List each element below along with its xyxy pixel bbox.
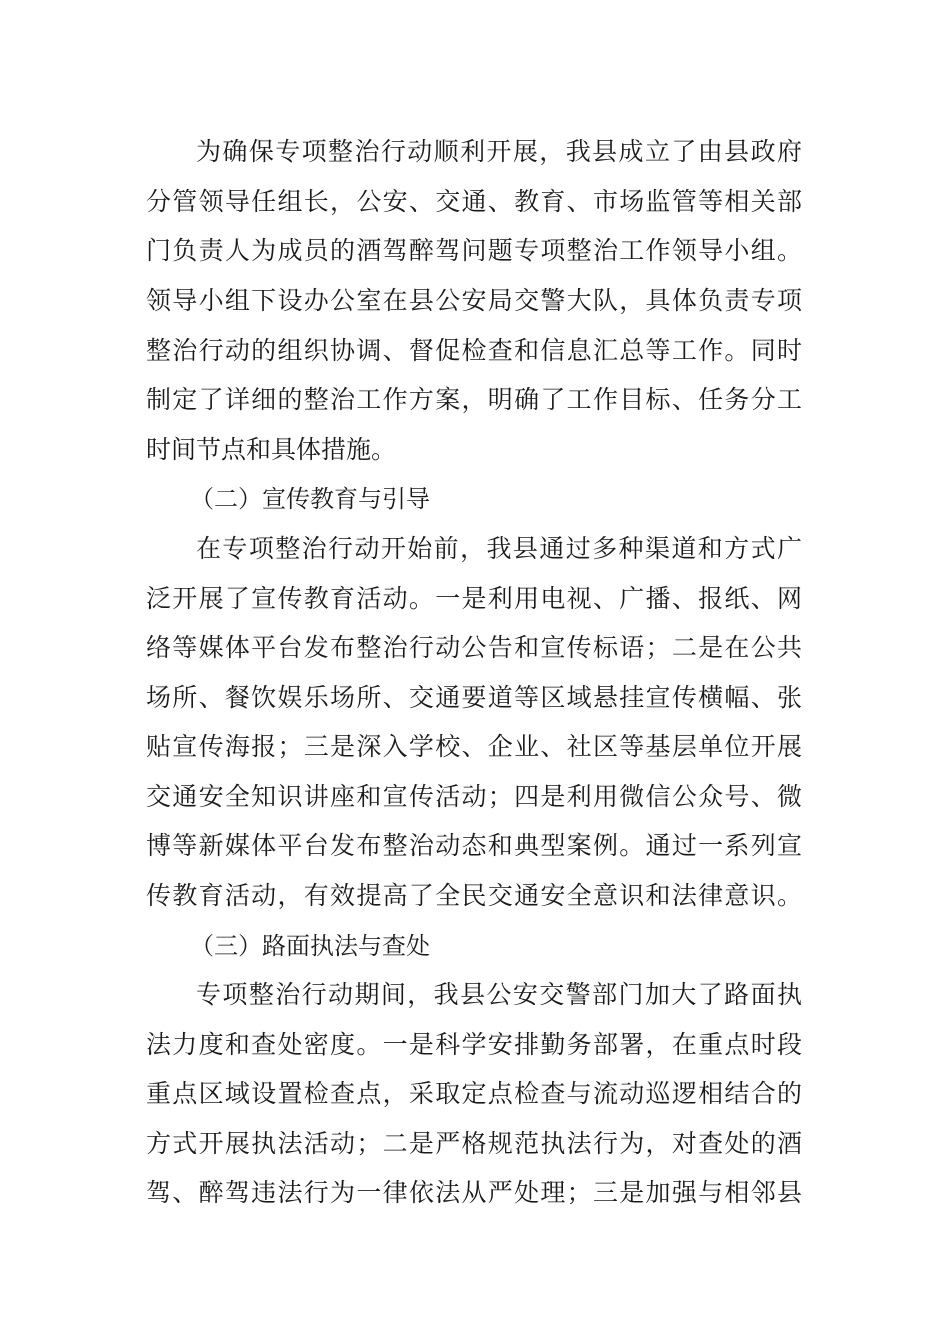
paragraph-2-line-7: 博等新媒体平台发布整治动态和典型案例。通过一系列宣 <box>146 831 802 860</box>
paragraph-1-line-6: 制定了详细的整治工作方案，明确了工作目标、任务分工 <box>146 385 802 414</box>
paragraph-1-line-3: 门负责人为成员的酒驾醉驾问题专项整治工作领导小组。 <box>146 236 802 265</box>
paragraph-1-line-2: 分管领导任组长，公安、交通、教育、市场监管等相关部 <box>146 187 802 216</box>
paragraph-2-line-8: 传教育活动，有效提高了全民交通安全意识和法律意识。 <box>146 881 802 910</box>
paragraph-3-line-3: 重点区域设置检查点，采取定点检查与流动巡逻相结合的 <box>146 1079 802 1108</box>
paragraph-3-line-5: 驾、醉驾违法行为一律依法从严处理；三是加强与相邻县 <box>146 1178 802 1207</box>
section-heading-3: （三）路面执法与查处 <box>190 932 430 960</box>
paragraph-2-line-4: 场所、餐饮娱乐场所、交通要道等区域悬挂宣传横幅、张 <box>146 683 802 712</box>
paragraph-1-line-5: 整治行动的组织协调、督促检查和信息汇总等工作。同时 <box>146 336 802 365</box>
paragraph-1-line-4: 领导小组下设办公室在县公安局交警大队，具体负责专项 <box>146 286 802 315</box>
paragraph-3-line-2: 法力度和查处密度。一是科学安排勤务部署，在重点时段 <box>146 1030 802 1059</box>
section-heading-2: （二）宣传教育与引导 <box>190 485 430 513</box>
paragraph-1-line-7: 时间节点和具体措施。 <box>146 435 397 464</box>
paragraph-1-line-1: 为确保专项整治行动顺利开展，我县成立了由县政府 <box>196 137 802 166</box>
paragraph-2-line-6: 交通安全知识讲座和宣传活动；四是利用微信公众号、微 <box>146 782 802 811</box>
paragraph-2-line-3: 络等媒体平台发布整治行动公告和宣传标语；二是在公共 <box>146 633 802 662</box>
paragraph-3-line-4: 方式开展执法活动；二是严格规范执法行为，对查处的酒 <box>146 1129 802 1158</box>
paragraph-2-line-1: 在专项整治行动开始前，我县通过多种渠道和方式广 <box>196 534 802 563</box>
paragraph-3-line-1: 专项整治行动期间，我县公安交警部门加大了路面执 <box>196 980 802 1009</box>
paragraph-2-line-5: 贴宣传海报；三是深入学校、企业、社区等基层单位开展 <box>146 732 802 761</box>
paragraph-2-line-2: 泛开展了宣传教育活动。一是利用电视、广播、报纸、网 <box>146 584 802 613</box>
